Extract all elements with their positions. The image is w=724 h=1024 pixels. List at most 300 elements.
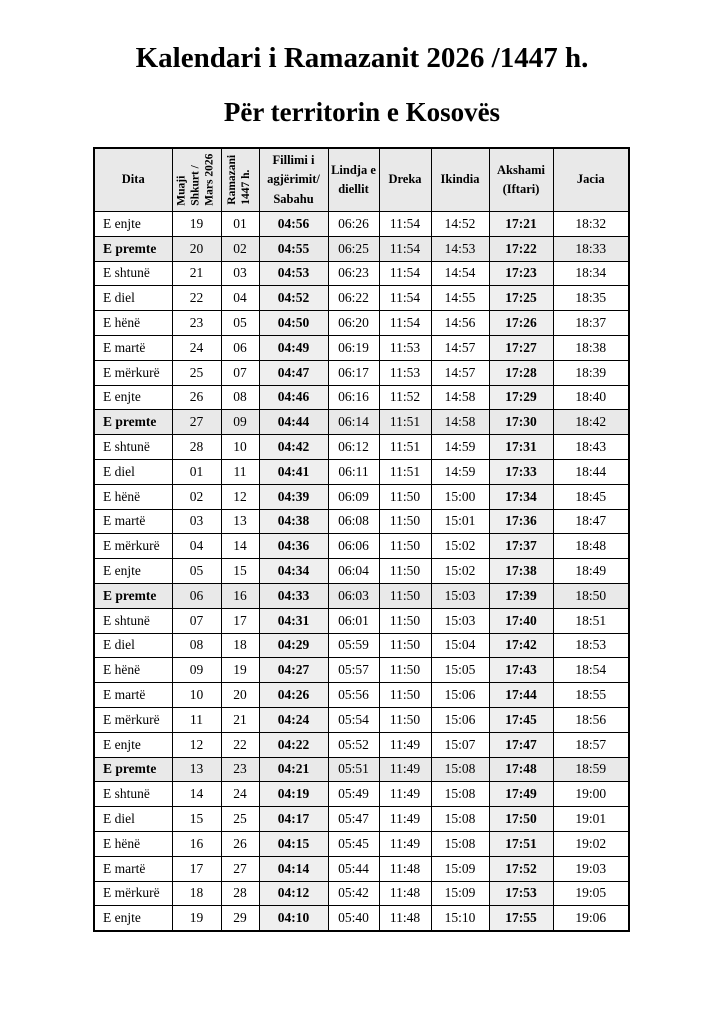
ramazani-cell: 23 <box>221 757 259 782</box>
fillimi-cell: 04:36 <box>259 534 328 559</box>
dreka-cell: 11:49 <box>379 782 431 807</box>
jacia-cell: 18:43 <box>553 435 629 460</box>
dreka-cell: 11:48 <box>379 856 431 881</box>
akshami-cell: 17:39 <box>489 583 553 608</box>
table-row <box>94 757 629 782</box>
table-row <box>94 360 629 385</box>
page-subtitle: Për territorin e Kosovës <box>223 97 501 127</box>
ramazani-cell: 17 <box>221 608 259 633</box>
dreka-cell: 11:50 <box>379 534 431 559</box>
muaji-cell: 16 <box>172 831 221 856</box>
table-row <box>94 311 629 336</box>
dita-cell: E premte <box>94 410 172 435</box>
ramazani-cell: 20 <box>221 683 259 708</box>
muaji-cell: 25 <box>172 360 221 385</box>
fillimi-cell: 04:14 <box>259 856 328 881</box>
fillimi-cell: 04:26 <box>259 683 328 708</box>
jacia-cell: 18:35 <box>553 286 629 311</box>
ramazani-cell: 15 <box>221 559 259 584</box>
jacia-cell: 18:34 <box>553 261 629 286</box>
jacia-cell: 19:06 <box>553 906 629 931</box>
lindja-cell: 06:23 <box>328 261 379 286</box>
lindja-cell: 06:11 <box>328 459 379 484</box>
column-header-line: Dita <box>121 172 145 187</box>
dita-cell: E martë <box>94 856 172 881</box>
muaji-cell: 24 <box>172 335 221 360</box>
ikindia-cell: 15:08 <box>431 757 489 782</box>
ramazani-cell: 01 <box>221 212 259 237</box>
akshami-cell: 17:42 <box>489 633 553 658</box>
dreka-cell: 11:50 <box>379 683 431 708</box>
column-header-line: (Iftari) <box>502 182 540 196</box>
jacia-cell: 18:49 <box>553 559 629 584</box>
akshami-cell: 17:53 <box>489 881 553 906</box>
table-row <box>94 807 629 832</box>
page-title: Kalendari i Ramazanit 2026 /1447 h. <box>135 42 589 74</box>
dreka-cell: 11:51 <box>379 435 431 460</box>
muaji-cell: 03 <box>172 509 221 534</box>
ramazani-cell: 11 <box>221 459 259 484</box>
ikindia-cell: 14:59 <box>431 459 489 484</box>
ramazani-cell: 05 <box>221 311 259 336</box>
ramazani-cell: 13 <box>221 509 259 534</box>
ramazani-cell: 07 <box>221 360 259 385</box>
fillimi-cell: 04:42 <box>259 435 328 460</box>
column-header-line: Shkurt / <box>189 165 202 207</box>
column-header-line: agjërimit/ <box>267 172 320 187</box>
table-row <box>94 286 629 311</box>
ramazani-cell: 04 <box>221 286 259 311</box>
fillimi-cell: 04:21 <box>259 757 328 782</box>
muaji-cell: 04 <box>172 534 221 559</box>
akshami-cell: 17:49 <box>489 782 553 807</box>
dita-cell: E enjte <box>94 385 172 410</box>
muaji-cell: 26 <box>172 385 221 410</box>
table-body <box>94 212 629 932</box>
muaji-cell: 05 <box>172 559 221 584</box>
column-header-line: diellit <box>338 182 369 196</box>
dreka-cell: 11:50 <box>379 633 431 658</box>
akshami-cell: 17:37 <box>489 534 553 559</box>
ramazani-cell: 09 <box>221 410 259 435</box>
lindja-cell: 06:16 <box>328 385 379 410</box>
dita-cell: E martë <box>94 683 172 708</box>
fillimi-cell: 04:55 <box>259 236 328 261</box>
ikindia-cell: 14:52 <box>431 212 489 237</box>
column-header-line: Ikindia <box>440 172 480 187</box>
table-row <box>94 335 629 360</box>
jacia-cell: 18:45 <box>553 484 629 509</box>
column-header-akshami <box>489 148 553 212</box>
lindja-cell: 05:49 <box>328 782 379 807</box>
dita-cell: E premte <box>94 236 172 261</box>
dreka-cell: 11:50 <box>379 608 431 633</box>
ikindia-cell: 15:03 <box>431 608 489 633</box>
dreka-cell: 11:50 <box>379 484 431 509</box>
akshami-cell: 17:28 <box>489 360 553 385</box>
dreka-cell: 11:50 <box>379 658 431 683</box>
table-row <box>94 509 629 534</box>
lindja-cell: 05:40 <box>328 906 379 931</box>
ikindia-cell: 15:09 <box>431 881 489 906</box>
dreka-cell: 11:49 <box>379 807 431 832</box>
ramazani-cell: 16 <box>221 583 259 608</box>
muaji-cell: 27 <box>172 410 221 435</box>
ramadan-calendar-table <box>93 147 630 932</box>
table-row <box>94 658 629 683</box>
ramazani-cell: 10 <box>221 435 259 460</box>
column-header-line: Sabahu <box>273 191 314 206</box>
fillimi-cell: 04:27 <box>259 658 328 683</box>
column-header-line: 1447 h. <box>240 169 252 205</box>
lindja-cell: 05:59 <box>328 633 379 658</box>
dita-cell: E diel <box>94 807 172 832</box>
ikindia-cell: 14:54 <box>431 261 489 286</box>
jacia-cell: 18:47 <box>553 509 629 534</box>
table-row <box>94 583 629 608</box>
akshami-cell: 17:44 <box>489 683 553 708</box>
ikindia-cell: 15:10 <box>431 906 489 931</box>
ramazani-cell: 25 <box>221 807 259 832</box>
jacia-cell: 18:38 <box>553 335 629 360</box>
lindja-cell: 05:54 <box>328 707 379 732</box>
jacia-cell: 18:59 <box>553 757 629 782</box>
ikindia-cell: 15:06 <box>431 707 489 732</box>
muaji-cell: 20 <box>172 236 221 261</box>
dita-cell: E premte <box>94 583 172 608</box>
ramazani-cell: 12 <box>221 484 259 509</box>
jacia-cell: 19:00 <box>553 782 629 807</box>
fillimi-cell: 04:22 <box>259 732 328 757</box>
muaji-cell: 11 <box>172 707 221 732</box>
dreka-cell: 11:50 <box>379 559 431 584</box>
table-row <box>94 459 629 484</box>
table-row <box>94 559 629 584</box>
lindja-cell: 05:52 <box>328 732 379 757</box>
header-row <box>94 148 629 212</box>
column-header-line: Mars 2026 <box>203 153 216 207</box>
dreka-cell: 11:54 <box>379 212 431 237</box>
dita-cell: E shtunë <box>94 261 172 286</box>
dita-cell: E enjte <box>94 906 172 931</box>
lindja-cell: 05:51 <box>328 757 379 782</box>
ramazani-cell: 21 <box>221 707 259 732</box>
jacia-cell: 19:03 <box>553 856 629 881</box>
lindja-cell: 06:22 <box>328 286 379 311</box>
dreka-cell: 11:54 <box>379 311 431 336</box>
lindja-cell: 06:03 <box>328 583 379 608</box>
fillimi-cell: 04:19 <box>259 782 328 807</box>
dreka-cell: 11:49 <box>379 831 431 856</box>
lindja-cell: 05:57 <box>328 658 379 683</box>
dita-cell: E martë <box>94 335 172 360</box>
akshami-cell: 17:30 <box>489 410 553 435</box>
ikindia-cell: 14:57 <box>431 360 489 385</box>
akshami-cell: 17:29 <box>489 385 553 410</box>
lindja-cell: 06:25 <box>328 236 379 261</box>
akshami-cell: 17:31 <box>489 435 553 460</box>
jacia-cell: 18:50 <box>553 583 629 608</box>
akshami-cell: 17:25 <box>489 286 553 311</box>
jacia-cell: 18:57 <box>553 732 629 757</box>
jacia-cell: 18:37 <box>553 311 629 336</box>
fillimi-cell: 04:39 <box>259 484 328 509</box>
jacia-cell: 18:39 <box>553 360 629 385</box>
ikindia-cell: 15:01 <box>431 509 489 534</box>
table-row <box>94 261 629 286</box>
fillimi-cell: 04:46 <box>259 385 328 410</box>
akshami-cell: 17:23 <box>489 261 553 286</box>
dita-cell: E hënë <box>94 831 172 856</box>
ikindia-cell: 14:58 <box>431 410 489 435</box>
dreka-cell: 11:54 <box>379 261 431 286</box>
table-row <box>94 906 629 931</box>
jacia-cell: 18:44 <box>553 459 629 484</box>
ramazani-cell: 18 <box>221 633 259 658</box>
dita-cell: E mërkurë <box>94 881 172 906</box>
dita-cell: E mërkurë <box>94 360 172 385</box>
lindja-cell: 06:12 <box>328 435 379 460</box>
fillimi-cell: 04:49 <box>259 335 328 360</box>
fillimi-cell: 04:31 <box>259 608 328 633</box>
jacia-cell: 18:40 <box>553 385 629 410</box>
ikindia-cell: 14:53 <box>431 236 489 261</box>
fillimi-cell: 04:34 <box>259 559 328 584</box>
dreka-cell: 11:48 <box>379 881 431 906</box>
akshami-cell: 17:21 <box>489 212 553 237</box>
fillimi-cell: 04:52 <box>259 286 328 311</box>
muaji-cell: 21 <box>172 261 221 286</box>
muaji-cell: 22 <box>172 286 221 311</box>
muaji-cell: 01 <box>172 459 221 484</box>
dita-cell: E mërkurë <box>94 534 172 559</box>
table-row <box>94 534 629 559</box>
column-header-line: Jacia <box>576 172 605 187</box>
column-header-ikindia <box>431 148 489 212</box>
table-row <box>94 410 629 435</box>
column-header-line: Ramazani <box>226 155 239 205</box>
table-row <box>94 831 629 856</box>
ikindia-cell: 14:58 <box>431 385 489 410</box>
dita-cell: E hënë <box>94 658 172 683</box>
ramazani-cell: 22 <box>221 732 259 757</box>
ramazani-cell: 29 <box>221 906 259 931</box>
akshami-cell: 17:48 <box>489 757 553 782</box>
table-row <box>94 683 629 708</box>
dita-cell: E premte <box>94 757 172 782</box>
column-header-line: Akshami <box>497 162 545 177</box>
ikindia-cell: 15:08 <box>431 807 489 832</box>
dita-cell: E shtunë <box>94 435 172 460</box>
akshami-cell: 17:33 <box>489 459 553 484</box>
dreka-cell: 11:54 <box>379 236 431 261</box>
table-row <box>94 484 629 509</box>
muaji-cell: 06 <box>172 583 221 608</box>
akshami-cell: 17:45 <box>489 707 553 732</box>
lindja-cell: 06:20 <box>328 311 379 336</box>
lindja-cell: 05:44 <box>328 856 379 881</box>
ramazani-cell: 06 <box>221 335 259 360</box>
lindja-cell: 06:08 <box>328 509 379 534</box>
dreka-cell: 11:51 <box>379 459 431 484</box>
table-row <box>94 881 629 906</box>
ramazani-cell: 08 <box>221 385 259 410</box>
fillimi-cell: 04:33 <box>259 583 328 608</box>
muaji-cell: 14 <box>172 782 221 807</box>
akshami-cell: 17:40 <box>489 608 553 633</box>
table-row <box>94 236 629 261</box>
jacia-cell: 19:05 <box>553 881 629 906</box>
lindja-cell: 06:04 <box>328 559 379 584</box>
dreka-cell: 11:48 <box>379 906 431 931</box>
column-header-fillimi <box>259 148 328 212</box>
fillimi-cell: 04:47 <box>259 360 328 385</box>
fillimi-cell: 04:44 <box>259 410 328 435</box>
lindja-cell: 06:14 <box>328 410 379 435</box>
column-header-line: Dreka <box>388 172 422 187</box>
jacia-cell: 18:48 <box>553 534 629 559</box>
dita-cell: E hënë <box>94 311 172 336</box>
lindja-cell: 06:19 <box>328 335 379 360</box>
dreka-cell: 11:49 <box>379 732 431 757</box>
column-header-line: Muaji <box>175 175 188 207</box>
table-row <box>94 212 629 237</box>
column-header-jacia <box>553 148 629 212</box>
muaji-cell: 18 <box>172 881 221 906</box>
table-row <box>94 608 629 633</box>
akshami-cell: 17:52 <box>489 856 553 881</box>
ikindia-cell: 14:56 <box>431 311 489 336</box>
muaji-cell: 07 <box>172 608 221 633</box>
akshami-cell: 17:26 <box>489 311 553 336</box>
ikindia-cell: 15:06 <box>431 683 489 708</box>
fillimi-cell: 04:53 <box>259 261 328 286</box>
akshami-cell: 17:43 <box>489 658 553 683</box>
ramazani-cell: 27 <box>221 856 259 881</box>
muaji-cell: 02 <box>172 484 221 509</box>
muaji-cell: 12 <box>172 732 221 757</box>
jacia-cell: 18:42 <box>553 410 629 435</box>
jacia-cell: 18:54 <box>553 658 629 683</box>
jacia-cell: 19:02 <box>553 831 629 856</box>
muaji-cell: 10 <box>172 683 221 708</box>
ramazani-cell: 03 <box>221 261 259 286</box>
column-header-ramazani <box>221 148 259 212</box>
dreka-cell: 11:50 <box>379 583 431 608</box>
lindja-cell: 05:47 <box>328 807 379 832</box>
akshami-cell: 17:50 <box>489 807 553 832</box>
column-header-line: Lindja e <box>331 162 376 177</box>
fillimi-cell: 04:50 <box>259 311 328 336</box>
dita-cell: E enjte <box>94 212 172 237</box>
table-row <box>94 435 629 460</box>
fillimi-cell: 04:24 <box>259 707 328 732</box>
akshami-cell: 17:22 <box>489 236 553 261</box>
dita-cell: E martë <box>94 509 172 534</box>
jacia-cell: 18:53 <box>553 633 629 658</box>
ramazani-cell: 02 <box>221 236 259 261</box>
table-row <box>94 856 629 881</box>
akshami-cell: 17:47 <box>489 732 553 757</box>
muaji-cell: 08 <box>172 633 221 658</box>
column-header-dita <box>94 148 172 212</box>
dita-cell: E shtunë <box>94 608 172 633</box>
column-header-lindja <box>328 148 379 212</box>
ikindia-cell: 15:04 <box>431 633 489 658</box>
dita-cell: E diel <box>94 286 172 311</box>
table-row <box>94 782 629 807</box>
fillimi-cell: 04:29 <box>259 633 328 658</box>
akshami-cell: 17:34 <box>489 484 553 509</box>
table-row <box>94 732 629 757</box>
ikindia-cell: 15:02 <box>431 534 489 559</box>
lindja-cell: 05:45 <box>328 831 379 856</box>
dreka-cell: 11:50 <box>379 509 431 534</box>
ikindia-cell: 15:05 <box>431 658 489 683</box>
dita-cell: E enjte <box>94 559 172 584</box>
ikindia-cell: 15:07 <box>431 732 489 757</box>
fillimi-cell: 04:41 <box>259 459 328 484</box>
table-row <box>94 707 629 732</box>
dita-cell: E shtunë <box>94 782 172 807</box>
column-header-line: Fillimi i <box>272 152 315 167</box>
dita-cell: E enjte <box>94 732 172 757</box>
dreka-cell: 11:53 <box>379 360 431 385</box>
ikindia-cell: 15:08 <box>431 831 489 856</box>
akshami-cell: 17:51 <box>489 831 553 856</box>
lindja-cell: 06:26 <box>328 212 379 237</box>
muaji-cell: 17 <box>172 856 221 881</box>
dreka-cell: 11:52 <box>379 385 431 410</box>
ikindia-cell: 15:09 <box>431 856 489 881</box>
ramazani-cell: 26 <box>221 831 259 856</box>
column-header-dreka <box>379 148 431 212</box>
muaji-cell: 09 <box>172 658 221 683</box>
akshami-cell: 17:38 <box>489 559 553 584</box>
ramazani-cell: 14 <box>221 534 259 559</box>
ramazani-cell: 19 <box>221 658 259 683</box>
lindja-cell: 06:09 <box>328 484 379 509</box>
jacia-cell: 18:32 <box>553 212 629 237</box>
dreka-cell: 11:54 <box>379 286 431 311</box>
fillimi-cell: 04:17 <box>259 807 328 832</box>
jacia-cell: 18:33 <box>553 236 629 261</box>
dreka-cell: 11:53 <box>379 335 431 360</box>
akshami-cell: 17:36 <box>489 509 553 534</box>
fillimi-cell: 04:10 <box>259 906 328 931</box>
ikindia-cell: 15:03 <box>431 583 489 608</box>
ikindia-cell: 15:02 <box>431 559 489 584</box>
dita-cell: E hënë <box>94 484 172 509</box>
table-row <box>94 633 629 658</box>
jacia-cell: 18:55 <box>553 683 629 708</box>
dreka-cell: 11:51 <box>379 410 431 435</box>
ikindia-cell: 14:59 <box>431 435 489 460</box>
dita-cell: E diel <box>94 459 172 484</box>
table-row <box>94 385 629 410</box>
fillimi-cell: 04:15 <box>259 831 328 856</box>
lindja-cell: 05:56 <box>328 683 379 708</box>
fillimi-cell: 04:38 <box>259 509 328 534</box>
jacia-cell: 18:51 <box>553 608 629 633</box>
lindja-cell: 06:01 <box>328 608 379 633</box>
jacia-cell: 19:01 <box>553 807 629 832</box>
ikindia-cell: 14:55 <box>431 286 489 311</box>
muaji-cell: 23 <box>172 311 221 336</box>
muaji-cell: 19 <box>172 212 221 237</box>
lindja-cell: 05:42 <box>328 881 379 906</box>
ramazani-cell: 28 <box>221 881 259 906</box>
